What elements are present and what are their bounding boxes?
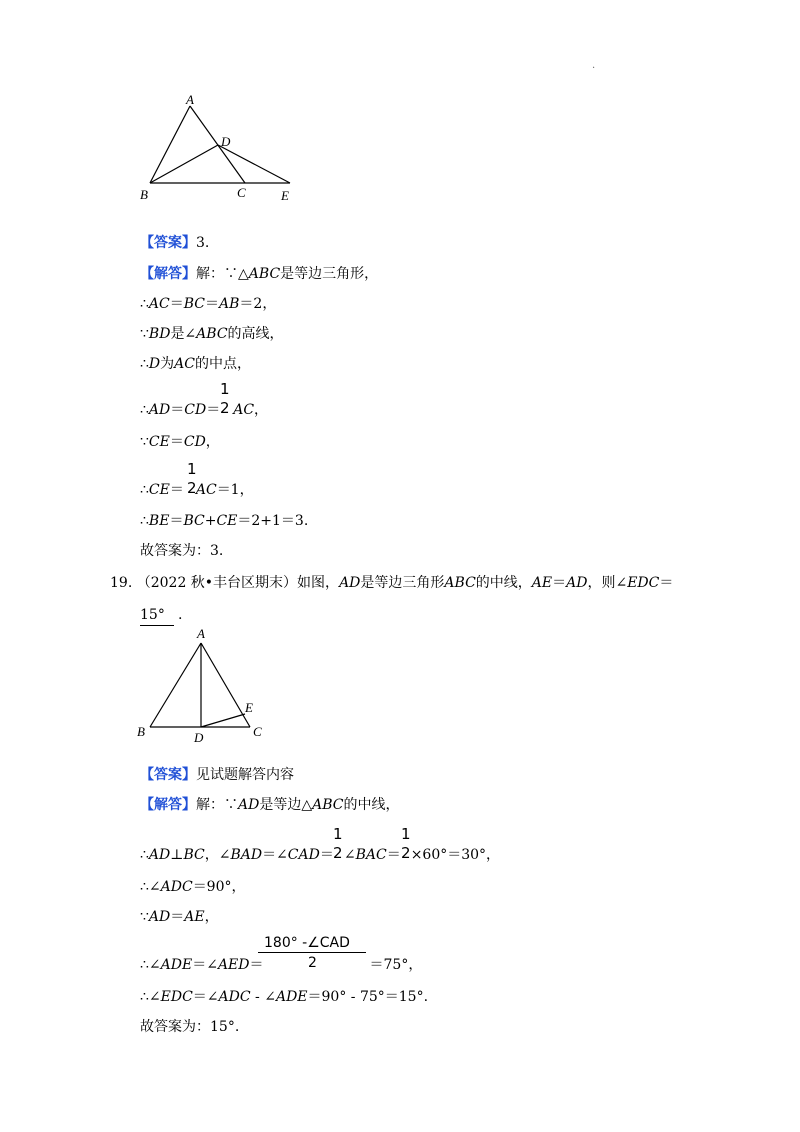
fraction-denominator: 2 [401, 844, 411, 862]
answer-tag: 【答案】 [140, 235, 196, 251]
label-a: A [197, 626, 205, 641]
q18-solution-line-4: ∴D为AC的中点， [140, 356, 251, 372]
question-number: 19. [110, 575, 133, 591]
q19-stem: 19. （2022 秋•丰台区期末）如图，AD是等边三角形ABC的中线，AE＝AD，则∠EDC＝ [110, 575, 674, 591]
q18-solution-line-1: 【解答】解：∵△ABC是等边三角形， [140, 266, 379, 282]
page-mark: . [592, 60, 596, 71]
q19-answer-line: 【答案】见试题解答内容 [140, 767, 294, 783]
q19-solution-line-6: ∴∠EDC＝∠ADC - ∠ADE＝90° - 75°＝15°. [140, 989, 429, 1005]
label-b: B [137, 724, 145, 739]
label-b: B [140, 187, 148, 202]
label-d: D [194, 730, 204, 745]
label-c: C [253, 724, 262, 739]
q18-solution-line-8: ∴BE＝BC+CE＝2+1＝3. [140, 513, 309, 529]
fraction-numerator: 180° -∠CAD [264, 935, 350, 951]
q19-answer-blank: 15° . [140, 605, 182, 626]
q18-solution-line-6: ∵CE＝CD， [140, 434, 220, 450]
fraction-denominator: 2 [308, 955, 317, 971]
label-e: E [245, 700, 253, 715]
label-c: C [237, 185, 246, 200]
q19-solution-line-2: ∴AD⊥BC，∠BAD＝∠CAD＝ ∠BAC＝ ×60°＝30°， [140, 847, 501, 863]
fraction-numerator: 1 [333, 825, 343, 843]
q18-solution-line-2: ∴AC＝BC＝AB＝2， [140, 296, 277, 312]
answer-tag: 【答案】 [140, 767, 196, 783]
label-d: D [221, 134, 231, 149]
segment-ab [150, 643, 201, 727]
label-e: E [281, 188, 289, 203]
q19-final-answer: 故答案为：15°. [140, 1019, 240, 1035]
blank-answer: 15° [140, 605, 174, 626]
segment-de [218, 145, 290, 183]
segment-de [201, 714, 245, 727]
q18-final-answer: 故答案为：3. [140, 543, 224, 559]
q19-solution-line-3: ∴∠ADC＝90°， [140, 879, 246, 895]
label-a: A [186, 92, 194, 107]
fraction-denominator: 2 [220, 399, 230, 417]
q18-answer-line [140, 233, 209, 253]
figure-triangle-abe [130, 88, 310, 208]
fraction-denominator: 2 [333, 844, 343, 862]
solution-tag: 【解答】 [140, 266, 196, 282]
segment-ac [190, 106, 245, 183]
fraction-numerator: 1 [187, 460, 197, 478]
q19-solution-line-1: 【解答】解：∵AD是等边△ABC的中线， [140, 797, 400, 813]
fraction-denominator: 2 [187, 479, 197, 497]
q19-solution-line-5: ∴∠ADE＝∠AED＝ ＝75°， [140, 957, 423, 973]
q18-solution-line-3: ∵BD是∠ABC的高线， [140, 326, 284, 342]
fraction-numerator: 1 [401, 825, 411, 843]
solution-tag: 【解答】 [140, 797, 196, 813]
figure-triangle-abc [134, 624, 274, 748]
q19-solution-line-4: ∵AD＝AE， [140, 909, 219, 925]
fraction-bar [258, 952, 366, 953]
answer-value: 3. [196, 235, 210, 251]
q18-solution-line-5: ∴AD＝CD＝ AC， [140, 402, 269, 418]
fraction-numerator: 1 [220, 380, 230, 398]
q18-solution-line-7: ∴CE＝ AC＝1， [140, 482, 254, 498]
